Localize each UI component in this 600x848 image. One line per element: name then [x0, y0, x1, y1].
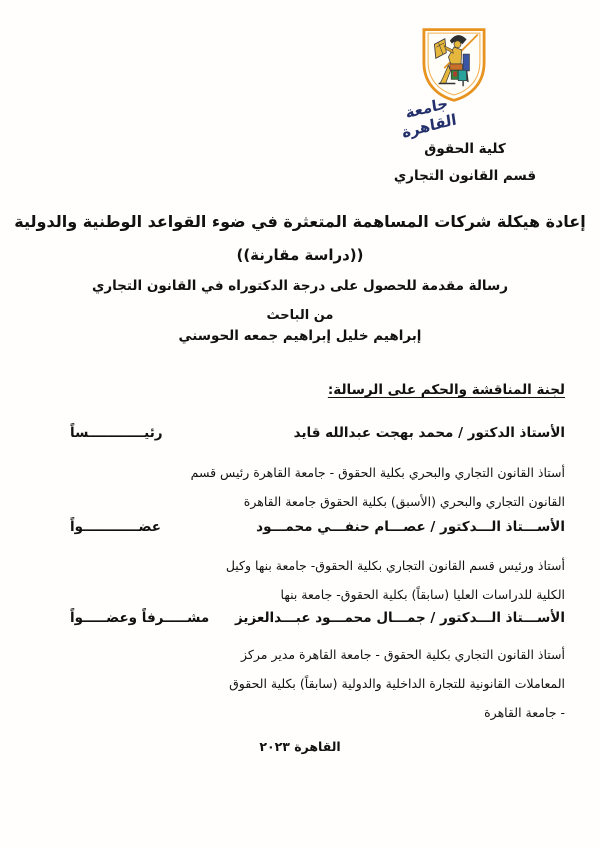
member-description-line: المعاملات القانونية للتجارة الداخلية والدولية (سابقاً) بكلية الحقوق: [229, 676, 565, 691]
member-description-line: - جامعة القاهرة: [484, 705, 565, 720]
member-name: الأســـتاذ الـــدكتور / جمـــال محمـــود عبـــدالعزيز: [234, 610, 565, 626]
committee-heading: لجنة المناقشة والحكم على الرسالة:: [327, 382, 565, 398]
researcher-label: من الباحث: [266, 308, 334, 323]
member-description: [60, 458, 565, 516]
member-description: [60, 640, 565, 727]
member-name: الأســـتاذ الـــدكتور / عصـــام حنفـــي محمـــود: [256, 519, 565, 535]
member-description-line: أستاذ القانون التجاري بكلية الحقوق - جامعة القاهرة مدير مركز: [241, 647, 565, 662]
member-role: مشـــــرفاً وعضـــــواً: [70, 610, 210, 626]
university-name-calligraphy: جامعة القاهرة: [400, 93, 458, 142]
committee-member-row: [70, 610, 565, 632]
member-description-line: الكلية للدراسات العليا (سابقاً) بكلية الحقوق- جامعة بنها: [280, 587, 565, 602]
member-role: عضــــــــــــواً: [70, 519, 161, 535]
member-name: الأستاذ الدكتور / محمد بهجت عبدالله قايد: [293, 425, 565, 441]
place-year: القاهرة ٢٠٢٣: [259, 739, 341, 754]
member-description-line: أستاذ ورئيس قسم القانون التجاري بكلية الحقوق- جامعة بنها وكيل: [225, 558, 565, 573]
faculty-name: كلية الحقوق: [424, 141, 506, 157]
member-description-line: القانون التجاري والبحري (الأسبق) بكلية الحقوق جامعة القاهرة: [243, 494, 565, 509]
member-description: [60, 551, 565, 609]
study-type-subtitle: ((دراسة مقارنة)): [236, 246, 364, 264]
thesis-title: إعادة هيكلة شركات المساهمة المتعثرة في ضوء القواعد الوطنية والدولية: [14, 212, 586, 231]
thesis-degree-line: رسالة مقدمة للحصول على درجة الدكتوراه في القانون التجاري: [91, 278, 509, 294]
member-role: رئيــــــــــــساً: [70, 425, 163, 441]
committee-member-row: [70, 519, 565, 541]
committee-member-row: [70, 425, 565, 447]
member-description-line: أستاذ القانون التجاري والبحري بكلية الحقوق - جامعة القاهرة رئيس قسم: [190, 465, 565, 480]
researcher-name: إبراهيم خليل إبراهيم جمعه الحوسني: [178, 328, 422, 344]
department-name: قسم القانون التجاري: [393, 168, 537, 184]
